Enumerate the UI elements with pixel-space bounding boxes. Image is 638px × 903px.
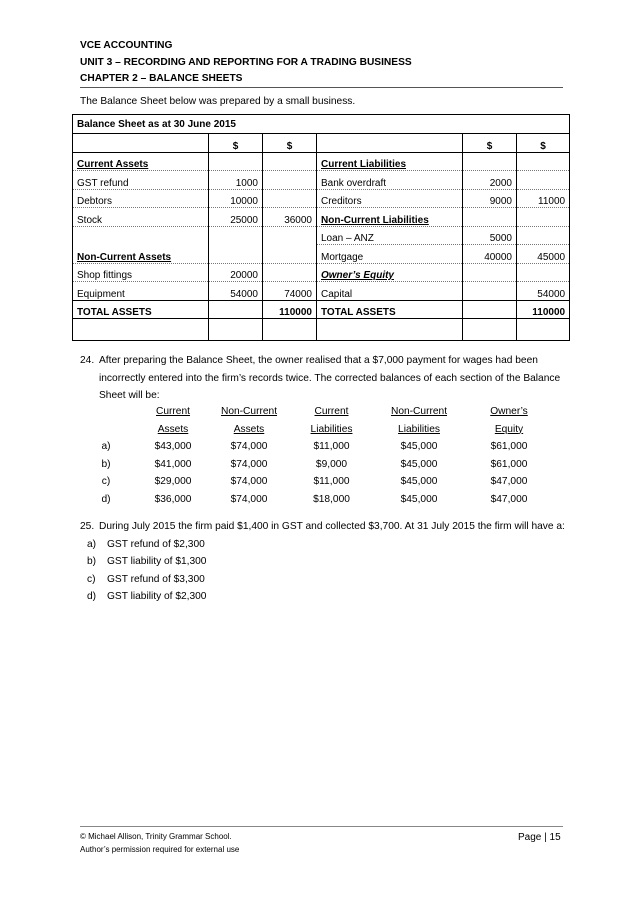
column-header: Assets [233, 423, 265, 435]
column-header: Current [314, 406, 349, 418]
header-divider [80, 87, 563, 88]
current-assets-heading: Current Assets [73, 152, 209, 171]
mortgage-label: Mortgage [317, 245, 463, 264]
balance-sheet-table [72, 114, 570, 341]
debtors-label: Debtors [73, 189, 209, 208]
option-c[interactable] [87, 571, 570, 589]
header-unit: UNIT 3 – RECORDING AND REPORTING FOR A TRADING BUSINESS [80, 56, 412, 68]
option-row-c[interactable] [80, 473, 559, 491]
option-value: $74,000 [230, 476, 268, 488]
bank-overdraft-label: Bank overdraft [317, 171, 463, 190]
option-text: GST liability of $2,300 [107, 591, 207, 602]
non-current-liabilities-total: 45000 [517, 245, 570, 264]
table-row [73, 152, 570, 171]
table-row [73, 300, 570, 319]
option-label: b) [87, 556, 97, 567]
option-row-b[interactable] [80, 456, 559, 474]
table-row [73, 171, 570, 190]
option-text: GST refund of $2,300 [107, 538, 205, 550]
creditors-label: Creditors [317, 189, 463, 208]
table-row [73, 319, 570, 341]
question-24 [80, 352, 570, 405]
column-header: Current [156, 406, 190, 418]
table-caption-row [73, 115, 570, 134]
option-value: $41,000 [154, 458, 192, 470]
option-value: $45,000 [400, 493, 438, 505]
gst-refund-value: 1000 [209, 171, 263, 190]
document-header [80, 38, 563, 88]
question-text: After preparing the Balance Sheet, the owner realised that a $7,000 payment for wages had been incorrectly entered into the firm’s records twice. The corrected balances of each section of the Balance Sheet will be: [99, 355, 561, 401]
question-25 [80, 518, 570, 606]
option-label: c) [101, 476, 111, 488]
table-row [73, 226, 570, 245]
option-label: a) [87, 538, 97, 550]
column-header: Owner’s [490, 406, 528, 418]
table-row [73, 263, 570, 282]
option-value: $74,000 [230, 458, 268, 470]
non-current-liabilities-heading: Non-Current Liabilities [317, 208, 463, 227]
loan-label: Loan – ANZ [317, 226, 463, 245]
non-current-assets-heading: Non-Current Assets [73, 226, 209, 263]
option-value: $45,000 [400, 441, 438, 453]
total-assets-value: 110000 [263, 300, 317, 319]
option-b[interactable] [87, 553, 570, 571]
column-header: Liabilities [310, 423, 353, 435]
table-row [73, 208, 570, 227]
option-label: d) [101, 493, 111, 505]
current-liabilities-total: 11000 [517, 189, 570, 208]
creditors-value: 9000 [463, 189, 517, 208]
page-number: Page | 15 [518, 832, 561, 843]
question-number: 24. [80, 355, 95, 366]
footer-permission: Author’s permission required for external use [80, 845, 240, 854]
intro-text: The Balance Sheet below was prepared by a small business. [80, 96, 356, 107]
option-label: c) [87, 573, 96, 585]
option-value: $47,000 [490, 476, 528, 488]
footer-copyright: © Michael Allison, Trinity Grammar School. [80, 832, 232, 841]
option-value: $74,000 [230, 441, 268, 453]
footer-divider [80, 826, 563, 827]
column-header: Non-Current [390, 406, 448, 418]
stock-value: 25000 [209, 208, 263, 227]
dollar-header: $ [209, 134, 263, 153]
total-assets-label-right: TOTAL ASSETS [317, 300, 463, 319]
option-value: $61,000 [490, 458, 528, 470]
option-value: $29,000 [154, 476, 192, 488]
dollar-header: $ [517, 134, 570, 153]
question-number: 25. [80, 521, 95, 532]
option-value: $11,000 [313, 441, 350, 453]
option-label: b) [101, 458, 111, 470]
option-value: $43,000 [154, 441, 192, 453]
table-row [73, 189, 570, 208]
equipment-value: 54000 [209, 282, 263, 301]
bank-overdraft-value: 2000 [463, 171, 517, 190]
question-text: During July 2015 the firm paid $1,400 in GST and collected $3,700. At 31 July 2015 the firm will have a: [99, 521, 565, 532]
option-value: $11,000 [313, 476, 350, 488]
dollar-header: $ [463, 134, 517, 153]
option-label: d) [87, 591, 97, 602]
option-value: $45,000 [400, 476, 438, 488]
option-value: $18,000 [313, 493, 350, 505]
option-d[interactable] [87, 588, 570, 606]
table-row [73, 282, 570, 301]
shop-fittings-value: 20000 [209, 263, 263, 282]
current-assets-total: 36000 [263, 208, 317, 227]
gst-refund-label: GST refund [73, 171, 209, 190]
option-text: GST refund of $3,300 [107, 573, 205, 585]
option-row-d[interactable] [80, 491, 559, 509]
loan-value: 5000 [463, 226, 517, 245]
option-value: $36,000 [154, 493, 192, 505]
dollar-header: $ [263, 134, 317, 153]
capital-label: Capital [317, 282, 463, 301]
footer-credits [80, 830, 239, 856]
header-chapter: CHAPTER 2 – BALANCE SHEETS [80, 73, 243, 84]
total-assets-value-right: 110000 [517, 300, 570, 319]
option-value: $47,000 [490, 493, 528, 505]
stock-label: Stock [73, 208, 209, 227]
shop-fittings-label: Shop fittings [73, 263, 209, 282]
current-liabilities-heading: Current Liabilities [317, 152, 463, 171]
owners-equity-heading: Owner’s Equity [317, 263, 463, 282]
balance-sheet-caption: Balance Sheet as at 30 June 2015 [73, 115, 570, 134]
column-header: Assets [157, 423, 189, 435]
table-row [80, 421, 559, 439]
equipment-label: Equipment [73, 282, 209, 301]
column-header: Equity [494, 423, 524, 435]
debtors-value: 10000 [209, 189, 263, 208]
option-row-a[interactable] [80, 438, 559, 456]
option-value: $61,000 [490, 441, 528, 453]
option-value: $74,000 [230, 493, 268, 505]
column-header: Non-Current [220, 406, 278, 418]
capital-value: 54000 [517, 282, 570, 301]
table-row [73, 134, 570, 153]
non-current-assets-total: 74000 [263, 282, 317, 301]
option-label: a) [101, 441, 111, 453]
table-row [80, 403, 559, 421]
option-a[interactable] [87, 536, 570, 554]
mortgage-value: 40000 [463, 245, 517, 264]
total-assets-label: TOTAL ASSETS [73, 300, 209, 319]
option-text: GST liability of $1,300 [107, 556, 207, 567]
option-value: $9,000 [315, 458, 348, 470]
header-course: VCE ACCOUNTING [80, 40, 173, 51]
option-value: $45,000 [400, 458, 438, 470]
column-header: Liabilities [398, 423, 440, 435]
question-24-options [80, 403, 559, 508]
